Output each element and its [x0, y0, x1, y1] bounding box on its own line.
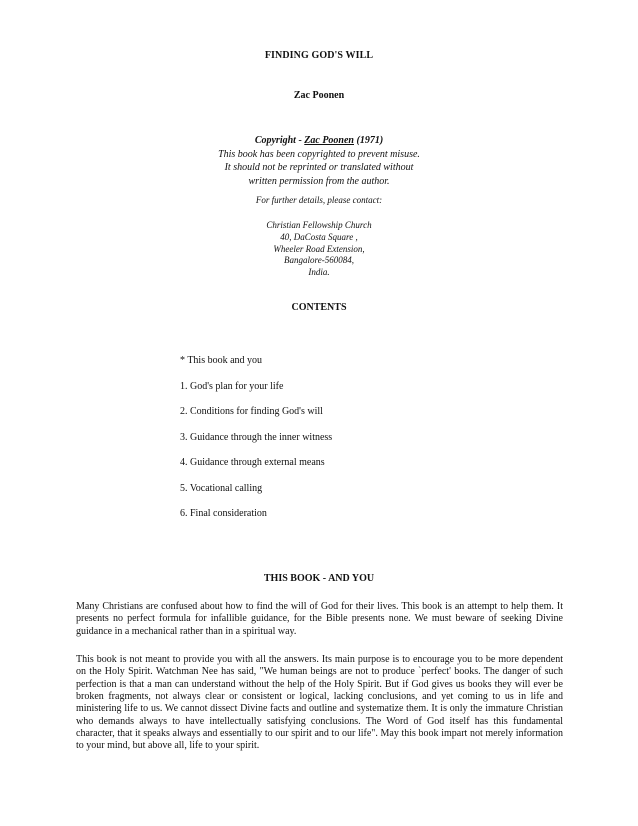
copyright-prefix: Copyright - — [254, 135, 305, 146]
toc-item: 3. Guidance through the inner witness — [180, 431, 333, 443]
toc-item: 2. Conditions for finding God's will — [180, 406, 323, 417]
contents-heading: CONTENTS — [291, 302, 347, 313]
address-line: Bangalore-560084, — [284, 255, 354, 266]
copyright-line: It should not be reprinted or translated without — [224, 162, 414, 173]
book-author: Zac Poonen — [293, 90, 345, 101]
toc-item: 1. God's plan for your life — [180, 380, 284, 392]
copyright-line: written permission from the author. — [248, 175, 390, 187]
toc-item: 5. Vocational calling — [180, 482, 263, 494]
section-heading: THIS BOOK - AND YOU — [263, 573, 375, 584]
address-line: Christian Fellowship Church — [266, 220, 372, 230]
copyright-line: This book has been copyrighted to prevent misuse. — [218, 148, 420, 160]
address-line: 40, DaCosta Square , — [280, 231, 358, 242]
address-line: Wheeler Road Extension, — [273, 243, 365, 254]
copyright-notice — [0, 134, 638, 188]
toc-item: * This book and you — [180, 355, 263, 366]
author-link[interactable]: Zac Poonen — [304, 135, 354, 146]
copyright-line — [0, 134, 638, 148]
contact-address — [0, 220, 638, 279]
body-paragraph: Many Christians are confused about how to find the will of God for their lives. This book is an attempt to help them. It presents no perfect formula for infallible guidance, for the Bible presents none. We must beware of seeking Divine guidance in a mechanical rather than in a spiritual way. — [76, 601, 563, 637]
book-title: FINDING GOD'S WILL — [264, 50, 374, 61]
table-of-contents — [180, 355, 332, 534]
address-line: India. — [308, 267, 330, 278]
toc-item: 4. Guidance through external means — [180, 457, 325, 468]
toc-item: 6. Final consideration — [180, 508, 267, 519]
copyright-year: (1971) — [354, 135, 384, 146]
contact-label: For further details, please contact: — [255, 195, 383, 205]
body-paragraph: This book is not meant to provide you with all the answers. Its main purpose is to encourage you to be more dependent on the Holy Spirit. Watchman Nee has said, "We human beings are not to produce `perfect' books. The danger of such perfection is that a man can understand without the help of the Holy Spirit. But if God gives us books they will ever be broken fragments, not always clear or consistent or logical, lacking conclusions, and yet coming to us in life and ministering life to us. We cannot dissect Divine facts and outline and systematize them. It is only the immature Christian who demands always to have intellectually satisfying conclusions. The Word of God itself has this fundamental character, that it speaks always and essentially to our spirit and to our life". May this book impart not merely information to your mind, but above all, life to your spirit. — [76, 654, 563, 752]
